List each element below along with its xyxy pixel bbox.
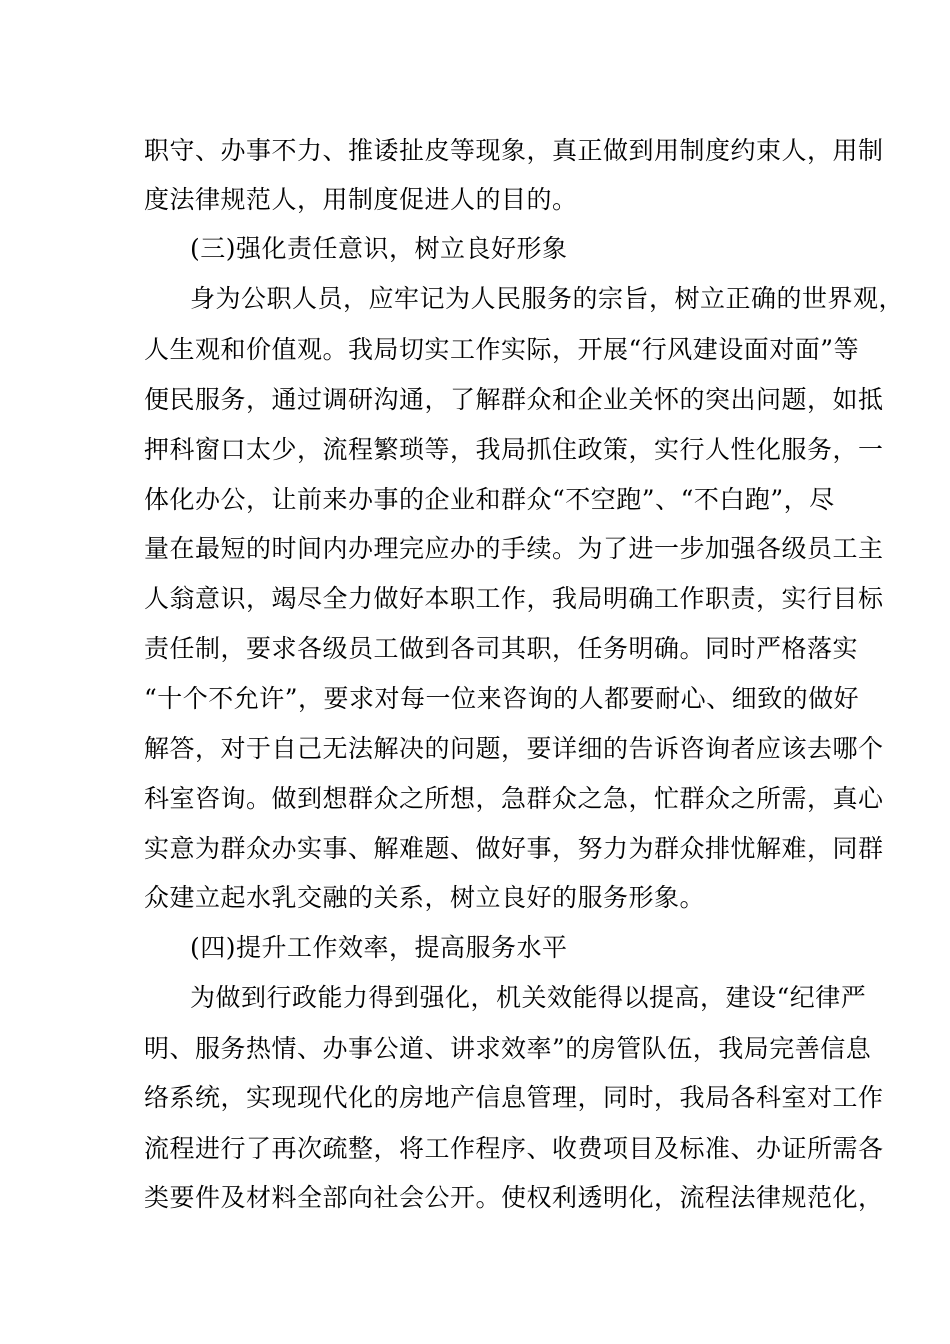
text-line-18: 为做到行政能力得到强化，机关效能得以提高，建设“纪律严 (190, 983, 867, 1012)
text-line-2: 度法律规范人，用制度促进人的目的。 (144, 185, 578, 214)
text-line-6: 便民服务，通过调研沟通，了解群众和企业关怀的突出问题，如抵 (144, 385, 884, 414)
text-line-15: 实意为群众办实事、解难题、做好事，努力为群众排忧解难，同群 (144, 834, 884, 863)
text-line-10: 人翁意识，竭尽全力做好本职工作，我局明确工作职责，实行目标 (144, 584, 884, 613)
text-line-16: 众建立起水乳交融的关系，树立良好的服务形象。 (144, 883, 706, 912)
text-line-8: 体化办公，让前来办事的企业和群众“不空跑”、“不白跑”，尽 (144, 485, 835, 514)
text-line-1: 职守、办事不力、推诿扯皮等现象，真正做到用制度约束人，用制 (144, 136, 884, 165)
section-heading-3: (三)强化责任意识，树立良好形象 (190, 234, 568, 263)
text-line-9: 量在最短的时间内办理完应办的手续。为了进一步加强各级员工主 (144, 534, 884, 563)
text-line-21: 流程进行了再次疏整，将工作程序、收费项目及标准、办证所需各 (144, 1134, 884, 1163)
text-line-7: 押科窗口太少，流程繁琐等，我局抓住政策，实行人性化服务，一 (144, 435, 884, 464)
text-line-5: 人生观和价值观。我局切实工作实际，开展“行风建设面对面”等 (144, 335, 860, 364)
text-line-4: 身为公职人员，应牢记为人民服务的宗旨，树立正确的世界观， (190, 284, 905, 313)
text-line-11: 责任制，要求各级员工做到各司其职，任务明确。同时严格落实 (144, 634, 859, 663)
text-line-22: 类要件及材料全部向社会公开。使权利透明化，流程法律规范化， (144, 1183, 884, 1212)
text-line-13: 解答，对于自己无法解决的问题，要详细的告诉咨询者应该去哪个 (144, 734, 884, 763)
text-line-14: 科室咨询。做到想群众之所想，急群众之急，忙群众之所需，真心 (144, 784, 884, 813)
text-line-12: “十个不允许”，要求对每一位来咨询的人都要耐心、细致的做好 (144, 684, 860, 713)
text-line-19: 明、服务热情、办事公道、讲求效率”的房管队伍，我局完善信息 (144, 1034, 872, 1063)
text-line-20: 络系统，实现现代化的房地产信息管理，同时，我局各科室对工作 (144, 1083, 884, 1112)
section-heading-4: (四)提升工作效率，提高服务水平 (190, 933, 568, 962)
